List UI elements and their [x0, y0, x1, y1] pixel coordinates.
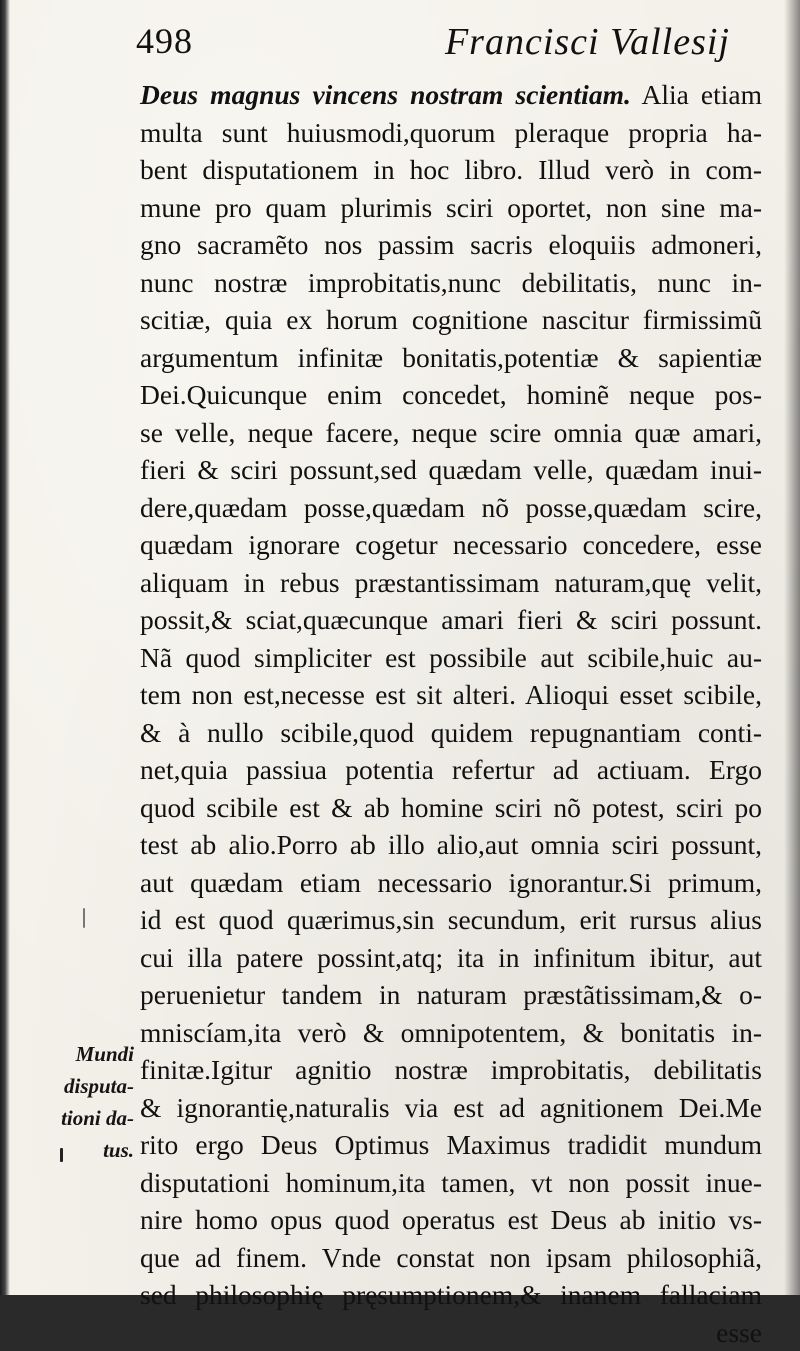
first-line-continuation: Alia etiam — [641, 79, 762, 110]
running-head: Francisci Vallesij — [445, 20, 730, 64]
text-line: id est quod quærimus,sin secundum, erit rursus alius — [140, 901, 762, 939]
text-line: Dei.Quicunque enim concedet, hominẽ neque pos- — [140, 376, 762, 414]
text-line: finitæ.Igitur agnitio nostræ improbitatis, debilitatis — [140, 1051, 762, 1089]
text-line: sed philosophię pręsumptionem,& inanem fallaciam — [140, 1276, 762, 1314]
text-line: rito ergo Deus Optimus Maximus tradidit mundum — [140, 1126, 762, 1164]
binding-shadow — [0, 0, 10, 1295]
italic-heading-phrase: Deus magnus vincens nostram scientiam. — [140, 79, 631, 110]
text-line: Nã quod simpliciter est possibile aut scibile,huic au- — [140, 639, 762, 677]
page-header — [136, 16, 760, 76]
marginal-note-line: tus. — [34, 1134, 134, 1166]
text-line: aliquam in rebus præstantissimam naturam,quę velit, — [140, 564, 762, 602]
text-line: nunc nostræ improbitatis,nunc debilitatis, nunc in- — [140, 264, 762, 302]
text-line: test ab alio.Porro ab illo alio,aut omnia sciri possunt, — [140, 826, 762, 864]
catchword: esse — [140, 1314, 762, 1351]
text-line: argumentum infinitæ bonitatis,potentiæ & sapientiæ — [140, 339, 762, 377]
ink-speck — [60, 1148, 63, 1162]
text-line: cui illa patere possint,atq; ita in infinitum ibitur, aut — [140, 939, 762, 977]
text-line: possit,& sciat,quæcunque amari fieri & sciri possunt. — [140, 601, 762, 639]
text-line: & à nullo scibile,quod quidem repugnantiam conti- — [140, 714, 762, 752]
text-line: que ad finem. Vnde constat non ipsam philosophiã, — [140, 1239, 762, 1277]
text-line: aut quædam etiam necessario ignorantur.Si primum, — [140, 864, 762, 902]
marginal-note — [34, 1038, 134, 1166]
marginal-note-line: tioni da- — [34, 1102, 134, 1134]
page-number: 498 — [136, 20, 193, 62]
text-line: tem non est,necesse est sit alteri. Alioqui esset scibile, — [140, 676, 762, 714]
text-line: gno sacramẽto nos passim sacris eloquiis admoneri, — [140, 226, 762, 264]
text-line: se velle, neque facere, neque scire omnia quæ amari, — [140, 414, 762, 452]
text-line: multa sunt huiusmodi,quorum pleraque propria ha- — [140, 114, 762, 152]
text-line: peruenietur tandem in naturam præstãtissimam,& o- — [140, 976, 762, 1014]
text-line: bent disputationem in hoc libro. Illud verò in com- — [140, 151, 762, 189]
text-line: mune pro quam plurimis sciri oportet, non sine ma- — [140, 189, 762, 227]
text-line: quod scibile est & ab homine sciri nõ potest, sciri po — [140, 789, 762, 827]
text-line: fieri & sciri possunt,sed quædam velle, quædam inui- — [140, 451, 762, 489]
text-line-first — [140, 76, 762, 114]
body-text — [140, 76, 762, 1351]
ink-speck — [83, 908, 85, 928]
marginal-note-line: disputa- — [34, 1070, 134, 1102]
text-line: nire homo opus quod operatus est Deus ab initio vs- — [140, 1201, 762, 1239]
text-line: disputationi hominum,ita tamen, vt non possit inue- — [140, 1164, 762, 1202]
text-line: quædam ignorare cogetur necessario concedere, esse — [140, 526, 762, 564]
text-line: scitiæ, quia ex horum cognitione nascitur firmissimũ — [140, 301, 762, 339]
text-line: & ignorantię,naturalis via est ad agnitionem Dei.Me — [140, 1089, 762, 1127]
marginal-note-line: Mundi — [34, 1038, 134, 1070]
page-edge-shadow — [784, 0, 800, 1295]
text-line: mniscíam,ita verò & omnipotentem, & bonitatis in- — [140, 1014, 762, 1052]
text-line: dere,quædam posse,quædam nõ posse,quædam scire, — [140, 489, 762, 527]
text-line: net,quia passiua potentia refertur ad actiuam. Ergo — [140, 751, 762, 789]
